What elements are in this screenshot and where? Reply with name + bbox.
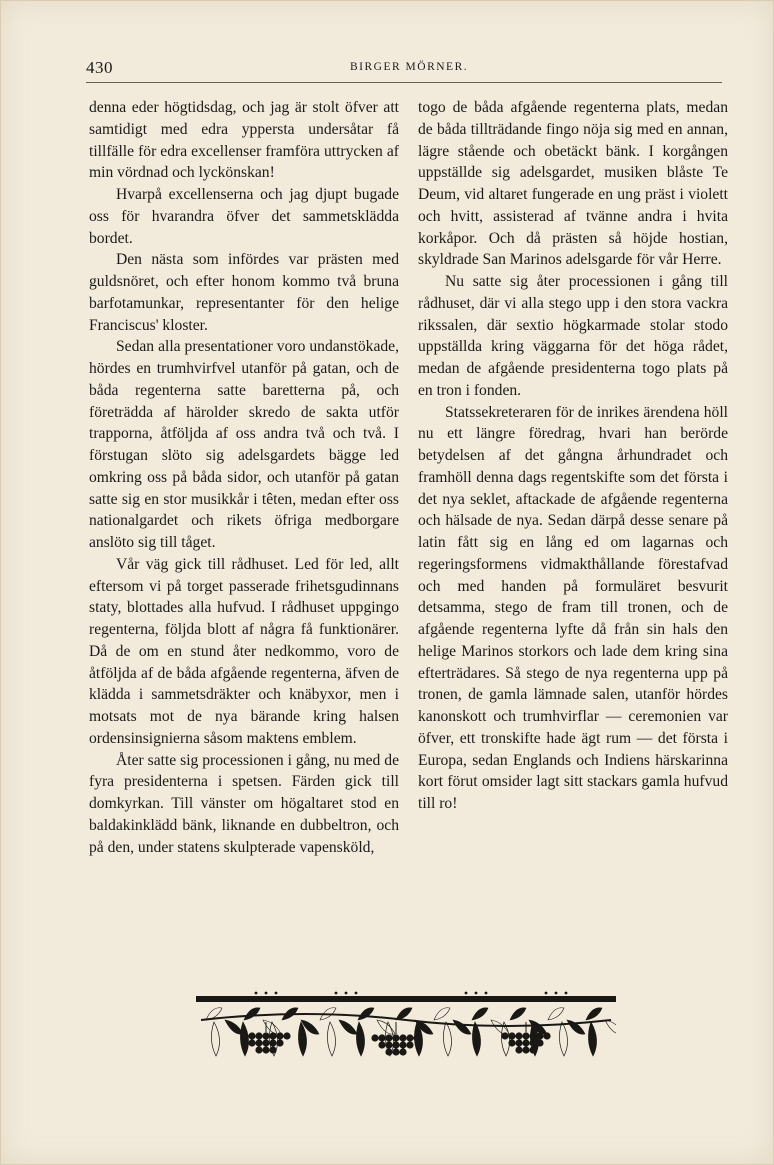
paragraph: Statssekreteraren för de inrikes ärendena höll nu ett längre föredrag, hvari han berörde betydelsen af det gångna århundradet och framhöll denna dags regentskifte som det första i det nya seklet, aftackade de afgående regenterna och hälsade de nya. Sedan därpå desse senare på latin fått sig en lång ed om lagarnas och regeringsformens vidmakthållande förestafvad och med handen på formuläret besvurit detsamma, stego de fram till tronen, och de afgående regenterna lyfte då från sin hals den helige Marinos storkors och lade dem kring sina efterträdares. Så stego de nya regenterna upp på tronen, de gamla lämnade salen, utanför hördes kanonskott och trumhvirflar — ceremonien var öfver, ett tronskifte hade ägt rum — det första i Europa, sedan Englands och Indiens härskarinna kort förut omsider lagt sitt stackars gamla hufvud till ro! [418,403,728,812]
paragraph: Den nästa som infördes var prästen med guldsnöret, och efter honom kommo två bruna barfotamunkar, representanter för den helige Franciscus' kloster. [89,251,399,334]
paragraph: Sedan alla presentationer voro undanstökade, hördes en trumhvirfvel utanför på gatan, och de båda regenterna satte baretterna på, och företrädda af härolder skredo de sakta utför trapporna, åtföljda af oss andra två och två. I förstugan slöto sig adelsgardets bägge led omkring oss på båda sidor, och utanför på gatan satte sig en stor musikkår i têten, medan efter oss nationalgardet och rikets öfriga medborgare anslöto sig till tåget. [89,338,399,551]
berry-branch-ornament-icon [196,990,616,1070]
running-head: BIRGER MÖRNER. [350,61,469,73]
paragraph: Nu satte sig åter processionen i gång till rådhuset, där vi alla stego upp i den stora vackra rikssalen, där sextio högkarmade stolar stodo uppställda kring väggarna för det höga rådet, medan de afgående presidenterna togo plats på en tron i fonden. [418,273,728,399]
right-column [418,97,728,815]
paragraph: denna eder högtidsdag, och jag är stolt öfver att samtidigt med edra yppersta undersåtar få tillfälle för edra excellenser framföra uttrycken af min vördnad och lyckönskan! [89,99,399,182]
paragraph: Vår väg gick till rådhuset. Led för led, allt eftersom vi på torget passerade frihetsgudinnans staty, blottades alla hufvud. I rådhuset uppgingo regenterna, följda blott af några få funktionärer. Då de om en stund åter nedkommo, voro de åtföljda af de båda afgående regenterna, äfven de klädda i sammetsdräkter och knäbyxor, men i motsats mot de nya bärande kring halsen ordensinsignierna såsom maktens emblem. [89,555,399,747]
page-header [86,58,722,83]
paragraph: Hvarpå excellenserna och jag djupt bugade oss för hvarandra öfver det sammetsklädda bordet. [89,186,399,247]
paragraph: togo de båda afgående regenterna plats, medan de båda tillträdande fingo nöja sig med en annan, lägre stående och obetäckt bänk. I korgången uppställde sig adelsgardet, musiken blåste Te Deum, vid altaret fungerade en ung präst i violett och hvitt, assisterad af tvänne andra i hvita korkåpor. Och då prästen så höjde hostian, skyldrade San Marinos adelsgarde för vår Herre. [418,99,728,269]
page-number: 430 [86,58,113,77]
paragraph: Åter satte sig processionen i gång, nu med de fyra presidenterna i spetsen. Färden gick till domkyrkan. Till vänster om högaltaret stod en baldakinklädd bänk, liknande en dubbeltron, och på den, under statens skulpterade vapensköld, [89,751,399,856]
left-column [89,97,399,858]
